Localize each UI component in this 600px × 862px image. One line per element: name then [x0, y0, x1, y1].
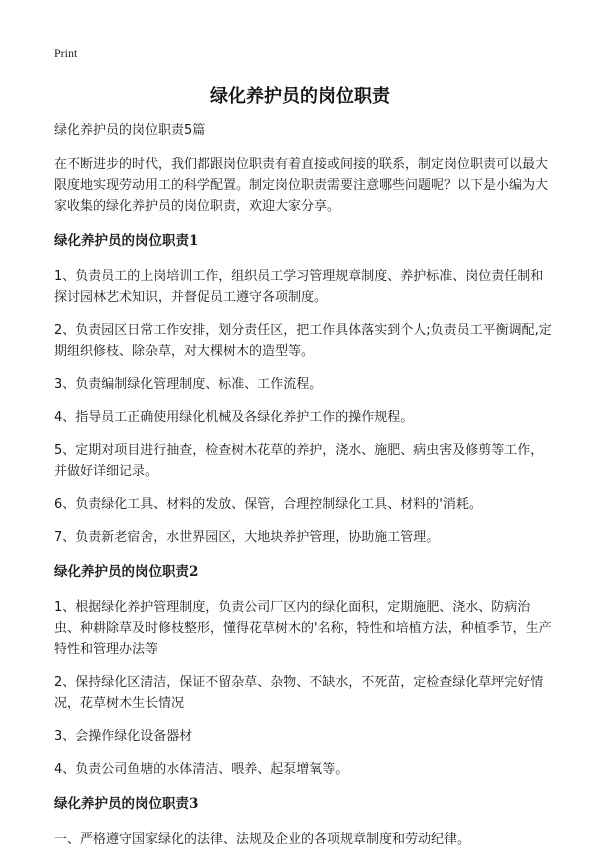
list-item: 2、保持绿化区清洁，保证不留杂草、杂物、不缺水，不死苗，定检查绿化草坪完好情况，花草树木生长情况	[54, 675, 544, 711]
page-title: 绿化养护员的岗位职责	[210, 86, 390, 107]
list-item: 3、会操作绿化设备器材	[54, 729, 193, 744]
intro-paragraph: 在不断进步的时代，我们都跟岗位职责有着直接或间接的联系，制定岗位职责可以最大限度地实现劳动用工的科学配置。制定岗位职责需要注意哪些问题呢？以下是小编为大家收集的绿化养护员的岗位职责，欢迎大家分享。	[54, 157, 549, 214]
list-item: 3、负责编制绿化管理制度、标准、工作流程。	[54, 377, 323, 392]
list-item: 1、负责员工的上岗培训工作，组织员工学习管理规章制度、养护标准、岗位责任制和探讨园林艺术知识，并督促员工遵守各项制度。	[54, 269, 544, 305]
list-item: 4、指导员工正确使用绿化机械及各绿化养护工作的操作规程。	[54, 410, 414, 425]
list-item: 1、根据绿化养护管理制度，负责公司厂区内的绿化面积，定期施肥、浇水、防病治虫、种耕除草及时修枝整形，懂得花草树木的'名称，特性和培植方法，种植季节，生产特性和管理办法等	[54, 600, 552, 657]
list-item: 4、负责公司鱼塘的水体清洁、喂养、起泵增氧等。	[54, 762, 349, 777]
section-heading: 绿化养护员的岗位职责2	[54, 564, 199, 580]
list-item: 一、严格遵守国家绿化的法律、法规及企业的各项规章制度和劳动纪律。	[54, 832, 471, 847]
list-item: 5、定期对项目进行抽查，检查树木花草的养护，浇水、施肥、病虫害及修剪等工作，并做好详细记录。	[54, 443, 544, 479]
section-heading: 绿化养护员的岗位职责3	[54, 796, 199, 812]
list-item: 7、负责新老宿舍，水世界园区，大地块养护管理，协助施工管理。	[54, 530, 440, 545]
section-heading: 绿化养护员的岗位职责1	[54, 233, 199, 249]
print-link[interactable]: Print	[54, 46, 78, 60]
document-body	[54, 120, 554, 862]
list-item: 2、负责园区日常工作安排，划分责任区，把工作具体落实到个人;负责员工平衡调配,定期组织修枝、除杂草，对大棵树木的造型等。	[54, 323, 552, 359]
list-item: 6、负责绿化工具、材料的发放、保管，合理控制绿化工具、材料的'消耗。	[54, 497, 482, 512]
subtitle: 绿化养护员的岗位职责5篇	[54, 123, 206, 138]
